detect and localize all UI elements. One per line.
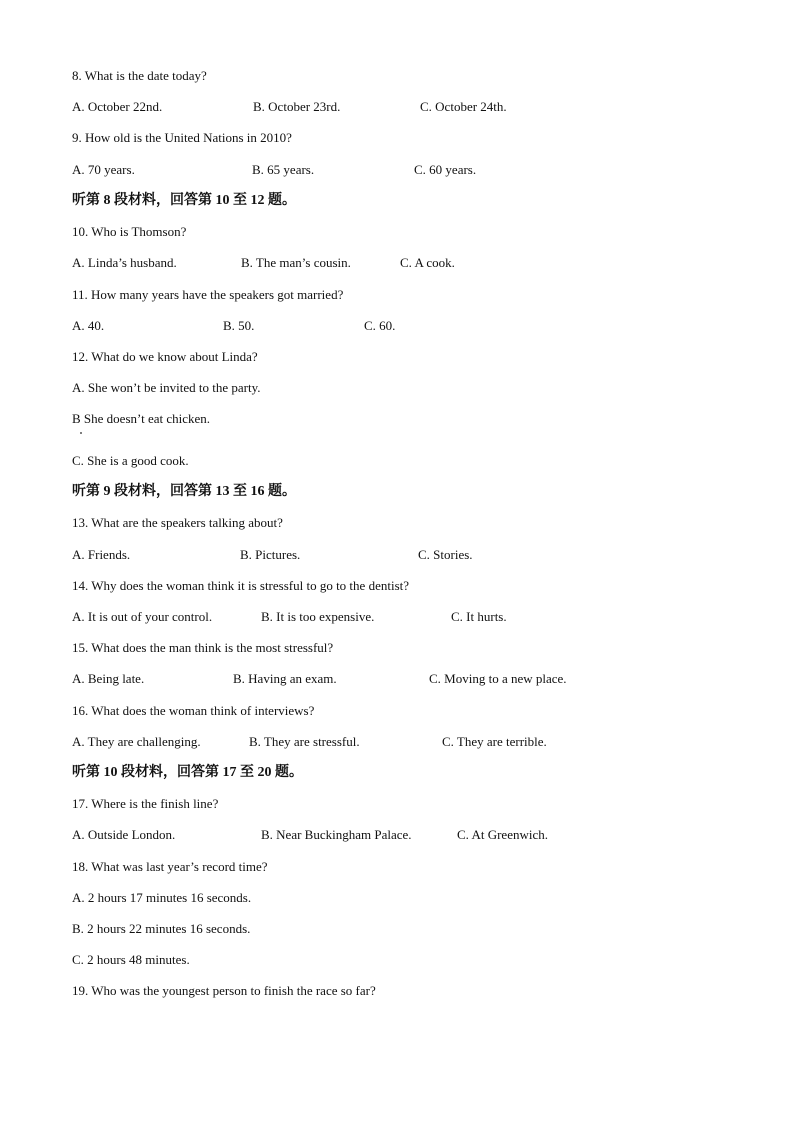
q12-option-c: C. She is a good cook. <box>72 453 189 468</box>
question-19: 19. Who was the youngest person to finish the race so far? <box>72 983 376 998</box>
question-16: 16. What does the woman think of interviews? <box>72 703 315 718</box>
q8-option-b: B. October 23rd. <box>253 99 341 114</box>
section-10-heading: 听第 10 段材料，回答第 17 至 20 题。 <box>72 765 303 780</box>
q17-option-c: C. At Greenwich. <box>457 827 548 842</box>
question-18: 18. What was last year’s record time? <box>72 859 268 874</box>
question-9: 9. How old is the United Nations in 2010? <box>72 130 292 145</box>
q9-option-b: B. 65 years. <box>252 162 315 177</box>
question-17: 17. Where is the finish line? <box>72 796 219 811</box>
q15-option-a: A. Being late. <box>72 671 145 686</box>
q17-option-b: B. Near Buckingham Palace. <box>261 827 412 842</box>
q14-option-a: A. It is out of your control. <box>72 609 213 624</box>
stray-mark <box>80 432 82 434</box>
q15-option-c: C. Moving to a new place. <box>429 671 567 686</box>
q13-option-b: B. Pictures. <box>240 547 301 562</box>
q10-option-a: A. Linda’s husband. <box>72 255 177 270</box>
q11-option-c: C. 60. <box>364 318 396 333</box>
question-8: 8. What is the date today? <box>72 68 207 83</box>
q18-option-c: C. 2 hours 48 minutes. <box>72 952 190 967</box>
q18-option-b: B. 2 hours 22 minutes 16 seconds. <box>72 921 251 936</box>
section-9-heading: 听第 9 段材料，回答第 13 至 16 题。 <box>72 484 296 499</box>
q12-option-b: B She doesn’t eat chicken. <box>72 411 211 426</box>
question-11: 11. How many years have the speakers got married? <box>72 287 344 302</box>
question-14: 14. Why does the woman think it is stressful to go to the dentist? <box>72 578 410 593</box>
q18-option-a: A. 2 hours 17 minutes 16 seconds. <box>72 890 252 905</box>
q10-option-c: C. A cook. <box>400 255 455 270</box>
q14-option-b: B. It is too expensive. <box>261 609 375 624</box>
q9-option-a: A. 70 years. <box>72 162 135 177</box>
q16-option-b: B. They are stressful. <box>249 734 360 749</box>
question-10: 10. Who is Thomson? <box>72 224 187 239</box>
q11-option-b: B. 50. <box>223 318 255 333</box>
question-15: 15. What does the man think is the most stressful? <box>72 640 334 655</box>
question-12: 12. What do we know about Linda? <box>72 349 258 364</box>
q8-option-c: C. October 24th. <box>420 99 507 114</box>
q10-option-b: B. The man’s cousin. <box>241 255 351 270</box>
q8-option-a: A. October 22nd. <box>72 99 163 114</box>
q12-option-a: A. She won’t be invited to the party. <box>72 380 261 395</box>
q14-option-c: C. It hurts. <box>451 609 507 624</box>
q17-option-a: A. Outside London. <box>72 827 176 842</box>
question-13: 13. What are the speakers talking about? <box>72 515 283 530</box>
q9-option-c: C. 60 years. <box>414 162 477 177</box>
q15-option-b: B. Having an exam. <box>233 671 337 686</box>
section-8-heading: 听第 8 段材料，回答第 10 至 12 题。 <box>72 193 296 208</box>
q13-option-c: C. Stories. <box>418 547 473 562</box>
q16-option-c: C. They are terrible. <box>442 734 547 749</box>
q16-option-a: A. They are challenging. <box>72 734 201 749</box>
q11-option-a: A. 40. <box>72 318 105 333</box>
q13-option-a: A. Friends. <box>72 547 131 562</box>
